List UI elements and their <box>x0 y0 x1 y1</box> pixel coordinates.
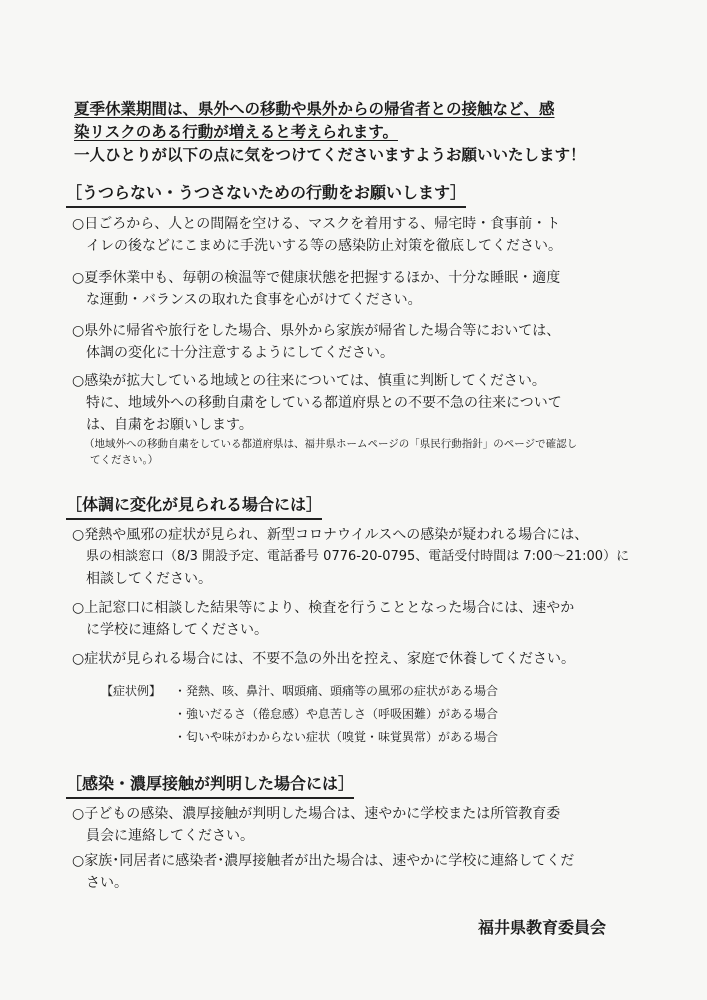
list-item: ○家族･同居者に感染者･濃厚接触者が出た場合は、速やかに学校に連絡してくだ さい。 <box>72 853 575 891</box>
list-item: ○上記窓口に相談した結果等により、検査を行うこととなった場合には、速やか に学校に連絡してください。 <box>72 600 575 638</box>
intro-line-3: 一人ひとりが以下の点に気をつけてくださいますようお願いいたします！ <box>74 146 586 164</box>
issuer-signature: 福井県教育委員会 <box>478 918 607 937</box>
symptom-examples-label: 【症状例】 <box>101 684 162 698</box>
section-heading-symptoms: ［体調に変化が見られる場合には］ <box>66 494 322 520</box>
list-item: ○日ごろから、人との間隔を空ける、マスクを着用する、帰宅時・食事前・ト イレの後などにこまめに手洗いする等の感染防止対策を徹底してください。 <box>72 216 562 254</box>
intro-line-1: 夏季休業期間は、県外への移動や県外からの帰省者との接触など、感 <box>74 100 555 118</box>
list-item: ○感染が拡大している地域との往来については、慎重に判断してください。 特に、地域外への移動自粛をしている都道府県との不要不急の往来について は、自粛をお願いします。 <box>72 373 562 433</box>
list-item: ○発熱や風邪の症状が見られ、新型コロナウイルスへの感染が疑われる場合には、 県の相談窓口（8/3 開設予定、電話番号 0776-20-0795、電話受付時間は 7:00～21:00）に 相談してください。 <box>72 527 630 587</box>
list-item: ○症状が見られる場合には、不要不急の外出を控え、家庭で休養してください。 <box>72 651 576 667</box>
travel-note: （地域外への移動自粛をしている都道府県は、福井県ホームページの「県民行動指針」のページで確認し てください。） <box>84 438 578 466</box>
symptom-item: ・発熱、咳、鼻汁、咽頭痛、頭痛等の風邪の症状がある場合 <box>174 684 499 698</box>
section-heading-prevention: ［うつらない・うつさないための行動をお願いします］ <box>66 182 466 208</box>
list-item: ○子どもの感染、濃厚接触が判明した場合は、速やかに学校または所管教育委 員会に連絡してください。 <box>72 806 561 844</box>
symptom-item: ・強いだるさ（倦怠感）や息苦しさ（呼吸困難）がある場合 <box>174 707 499 721</box>
list-item: ○夏季休業中も、毎朝の検温等で健康状態を把握するほか、十分な睡眠・適度 な運動・バランスの取れた食事を心がけてください。 <box>72 270 561 308</box>
intro-line-2: 染リスクのある行動が増えると考えられます。 <box>74 123 398 141</box>
intro-message <box>74 98 634 167</box>
section-heading-infection: ［感染・濃厚接触が判明した場合には］ <box>66 773 354 799</box>
symptom-examples-list <box>174 680 498 749</box>
symptom-item: ・匂いや味がわからない症状（嗅覚・味覚異常）がある場合 <box>174 730 499 744</box>
list-item: ○県外に帰省や旅行をした場合、県外から家族が帰省した場合等においては、 体調の変化に十分注意するようにしてください。 <box>72 323 561 361</box>
